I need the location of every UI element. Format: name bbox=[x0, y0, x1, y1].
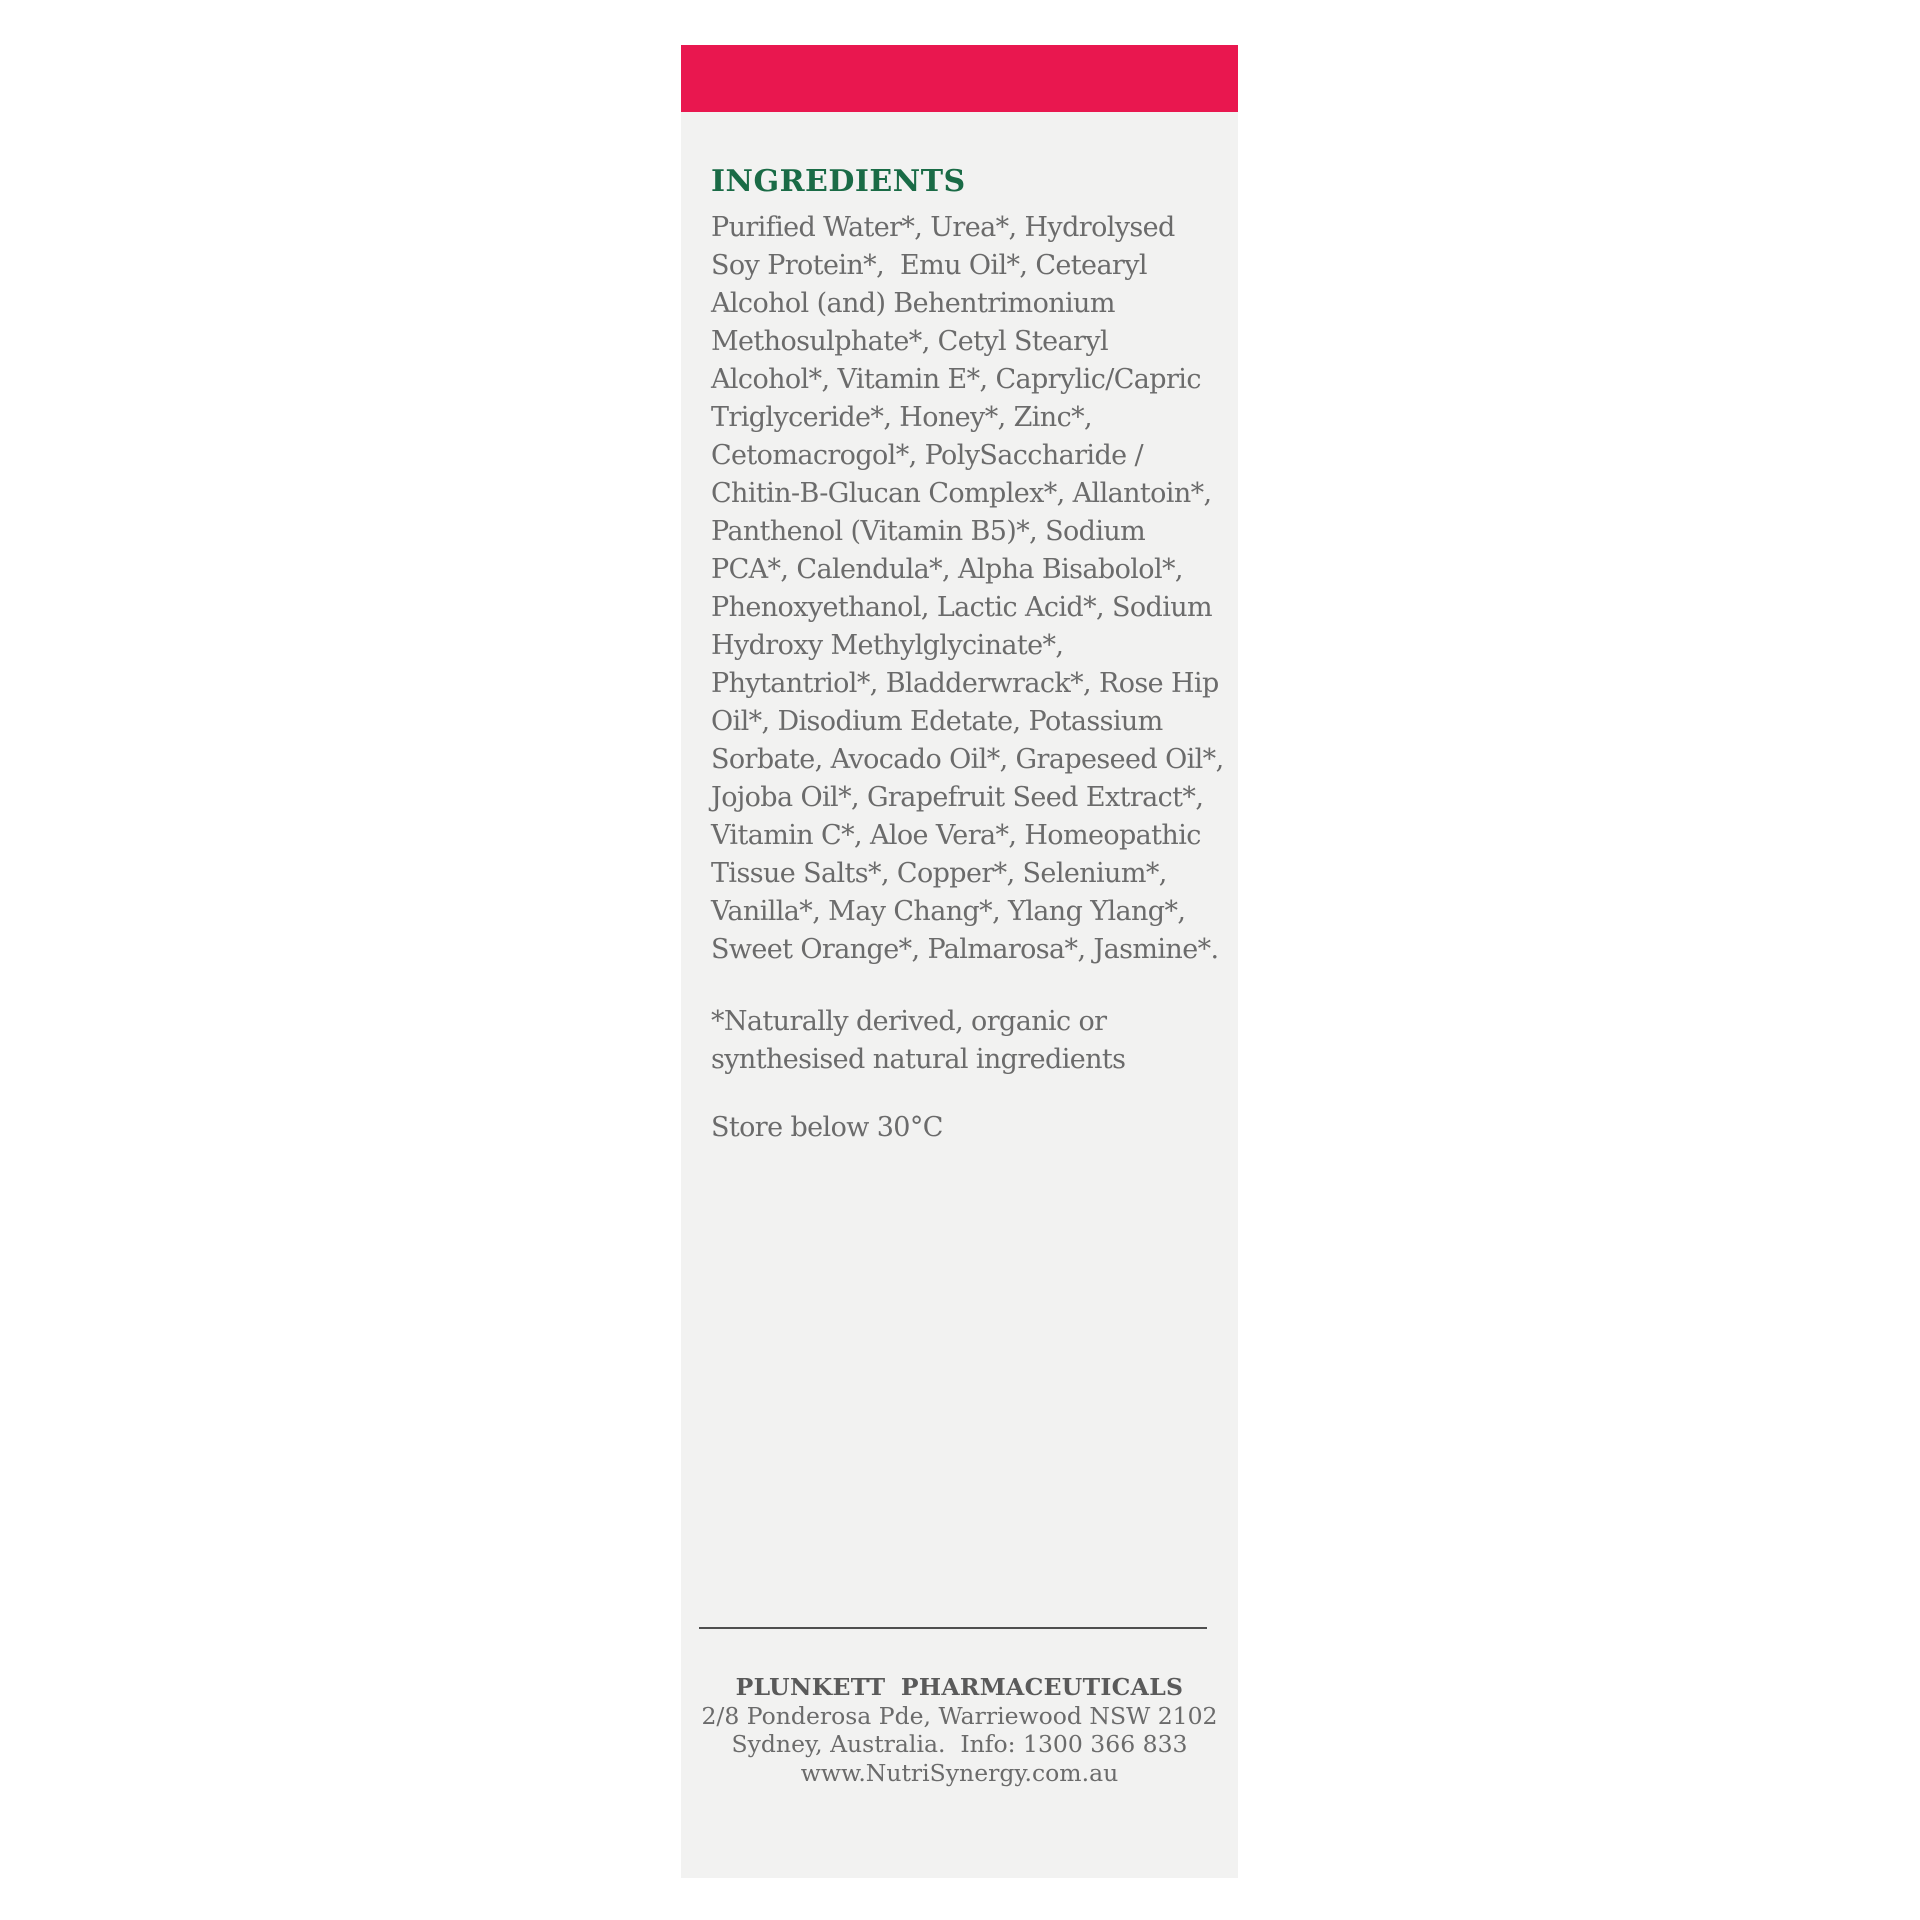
ingredients-line: Vanilla*, May Chang*, Ylang Ylang*, bbox=[711, 896, 1186, 927]
ingredients-section bbox=[681, 112, 1238, 1147]
footnote-line: *Naturally derived, organic or bbox=[711, 1006, 1107, 1037]
ingredients-line: Sweet Orange*, Palmarosa*, Jasmine*. bbox=[711, 934, 1219, 965]
ingredients-list bbox=[711, 209, 1224, 969]
ingredients-line: Sorbate, Avocado Oil*, Grapeseed Oil*, bbox=[711, 744, 1224, 775]
ingredients-line: Soy Protein*, Emu Oil*, Cetearyl bbox=[711, 250, 1147, 281]
address-line: 2/8 Ponderosa Pde, Warriewood NSW 2102 bbox=[701, 1701, 1218, 1730]
ingredients-line: Tissue Salts*, Copper*, Selenium*, bbox=[711, 858, 1167, 889]
manufacturer-block bbox=[681, 1673, 1238, 1787]
company-name: PLUNKETT PHARMACEUTICALS bbox=[735, 1673, 1184, 1701]
storage-instruction: Store below 30°C bbox=[711, 1112, 943, 1143]
ingredients-line: Vitamin C*, Aloe Vera*, Homeopathic bbox=[711, 820, 1201, 851]
ingredients-line: Panthenol (Vitamin B5)*, Sodium bbox=[711, 516, 1146, 547]
brand-color-band bbox=[681, 45, 1238, 112]
ingredients-heading: INGREDIENTS bbox=[711, 164, 966, 199]
divider-line bbox=[699, 1627, 1207, 1629]
label-panel bbox=[681, 45, 1238, 1878]
ingredients-line: PCA*, Calendula*, Alpha Bisabolol*, bbox=[711, 554, 1183, 585]
naturally-derived-footnote bbox=[711, 1003, 1212, 1079]
ingredients-line: Hydroxy Methylglycinate*, bbox=[711, 630, 1064, 661]
ingredients-line: Cetomacrogol*, PolySaccharide / bbox=[711, 440, 1143, 471]
ingredients-line: Oil*, Disodium Edetate, Potassium bbox=[711, 706, 1163, 737]
ingredients-line: Alcohol*, Vitamin E*, Caprylic/Capric bbox=[711, 364, 1201, 395]
ingredients-line: Methosulphate*, Cetyl Stearyl bbox=[711, 326, 1109, 357]
ingredients-line: Alcohol (and) Behentrimonium bbox=[711, 288, 1115, 319]
ingredients-line: Purified Water*, Urea*, Hydrolysed bbox=[711, 212, 1175, 243]
ingredients-line: Jojoba Oil*, Grapefruit Seed Extract*, bbox=[711, 782, 1204, 813]
footnote-line: synthesised natural ingredients bbox=[711, 1044, 1126, 1075]
address-line: Sydney, Australia. Info: 1300 366 833 bbox=[731, 1730, 1188, 1758]
ingredients-line: Phytantriol*, Bladderwrack*, Rose Hip bbox=[711, 668, 1219, 699]
ingredients-line: Phenoxyethanol, Lactic Acid*, Sodium bbox=[711, 592, 1213, 623]
address-line: www.NutriSynergy.com.au bbox=[800, 1758, 1119, 1787]
ingredients-line: Chitin-B-Glucan Complex*, Allantoin*, bbox=[711, 478, 1212, 509]
ingredients-line: Triglyceride*, Honey*, Zinc*, bbox=[711, 402, 1092, 433]
company-address bbox=[681, 1702, 1238, 1788]
